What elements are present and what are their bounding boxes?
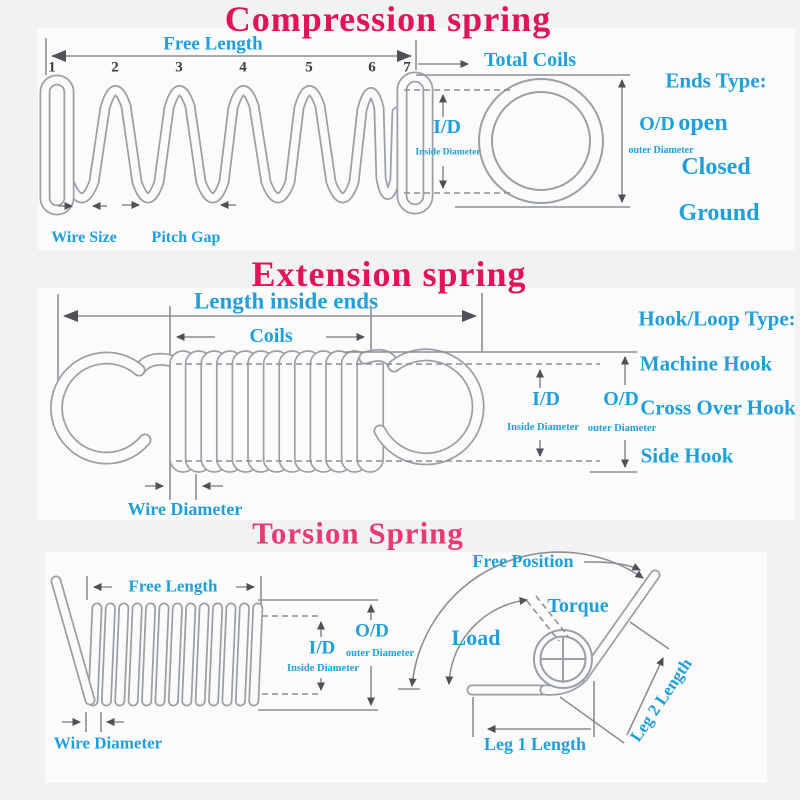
ends-type-open: open — [678, 110, 728, 136]
free-length-torsion: Free Length — [128, 576, 218, 596]
load-label: Load — [451, 625, 501, 650]
extension-title: Extension spring — [251, 254, 527, 294]
id-full-compression: Inside Diameter — [415, 147, 481, 158]
od-abbr-extension: O/D — [603, 388, 639, 410]
wire-size-label: Wire Size — [51, 229, 117, 246]
coil-number-2: 2 — [111, 59, 119, 76]
id-abbr-extension: I/D — [532, 388, 560, 410]
ends-type-closed: Closed — [681, 154, 751, 180]
od-abbr-compression: O/D — [639, 113, 675, 135]
total-coils-label: Total Coils — [483, 49, 577, 71]
id-full-extension: Inside Diameter — [506, 421, 580, 433]
free-position-label: Free Position — [472, 551, 574, 571]
coil-number-7: 7 — [403, 59, 411, 76]
id-full-torsion: Inside Diameter — [286, 662, 360, 674]
coil-number-1: 1 — [48, 59, 56, 76]
id-abbr-torsion: I/D — [308, 637, 336, 659]
ends-type-heading: Ends Type: — [665, 68, 767, 93]
pitch-gap-label: Pitch Gap — [151, 229, 221, 246]
free-length-label: Free Length — [163, 33, 263, 55]
coil-number-3: 3 — [175, 59, 183, 76]
id-abbr-compression: I/D — [433, 116, 461, 138]
length-inside-ends-label: Length inside ends — [193, 288, 379, 314]
coil-number-4: 4 — [239, 59, 247, 76]
torsion-title: Torsion Spring — [252, 515, 464, 551]
od-abbr-torsion: O/D — [355, 620, 389, 642]
hook-type-side: Side Hook — [640, 443, 734, 468]
wire-diameter-extension: Wire Diameter — [127, 499, 243, 519]
od-full-extension: outer Diameter — [587, 422, 657, 434]
leg2-length-label: Leg 2 Length — [626, 654, 696, 746]
od-full-torsion: outer Diameter — [345, 647, 415, 659]
coil-number-6: 6 — [368, 59, 376, 76]
od-full-compression: outer Diameter — [628, 145, 694, 156]
leg1-length-label: Leg 1 Length — [483, 734, 587, 754]
coil-number-5: 5 — [305, 59, 313, 76]
wire-diameter-torsion: Wire Diameter — [53, 733, 163, 753]
coils-label: Coils — [249, 325, 293, 347]
ends-type-ground: Ground — [678, 200, 760, 226]
hook-type-heading: Hook/Loop Type: — [638, 306, 796, 331]
compression-title: Compression spring — [224, 0, 552, 39]
torque-label: Torque — [547, 595, 609, 617]
hook-type-crossover: Cross Over Hook — [640, 395, 796, 420]
hook-type-machine: Machine Hook — [639, 351, 773, 376]
